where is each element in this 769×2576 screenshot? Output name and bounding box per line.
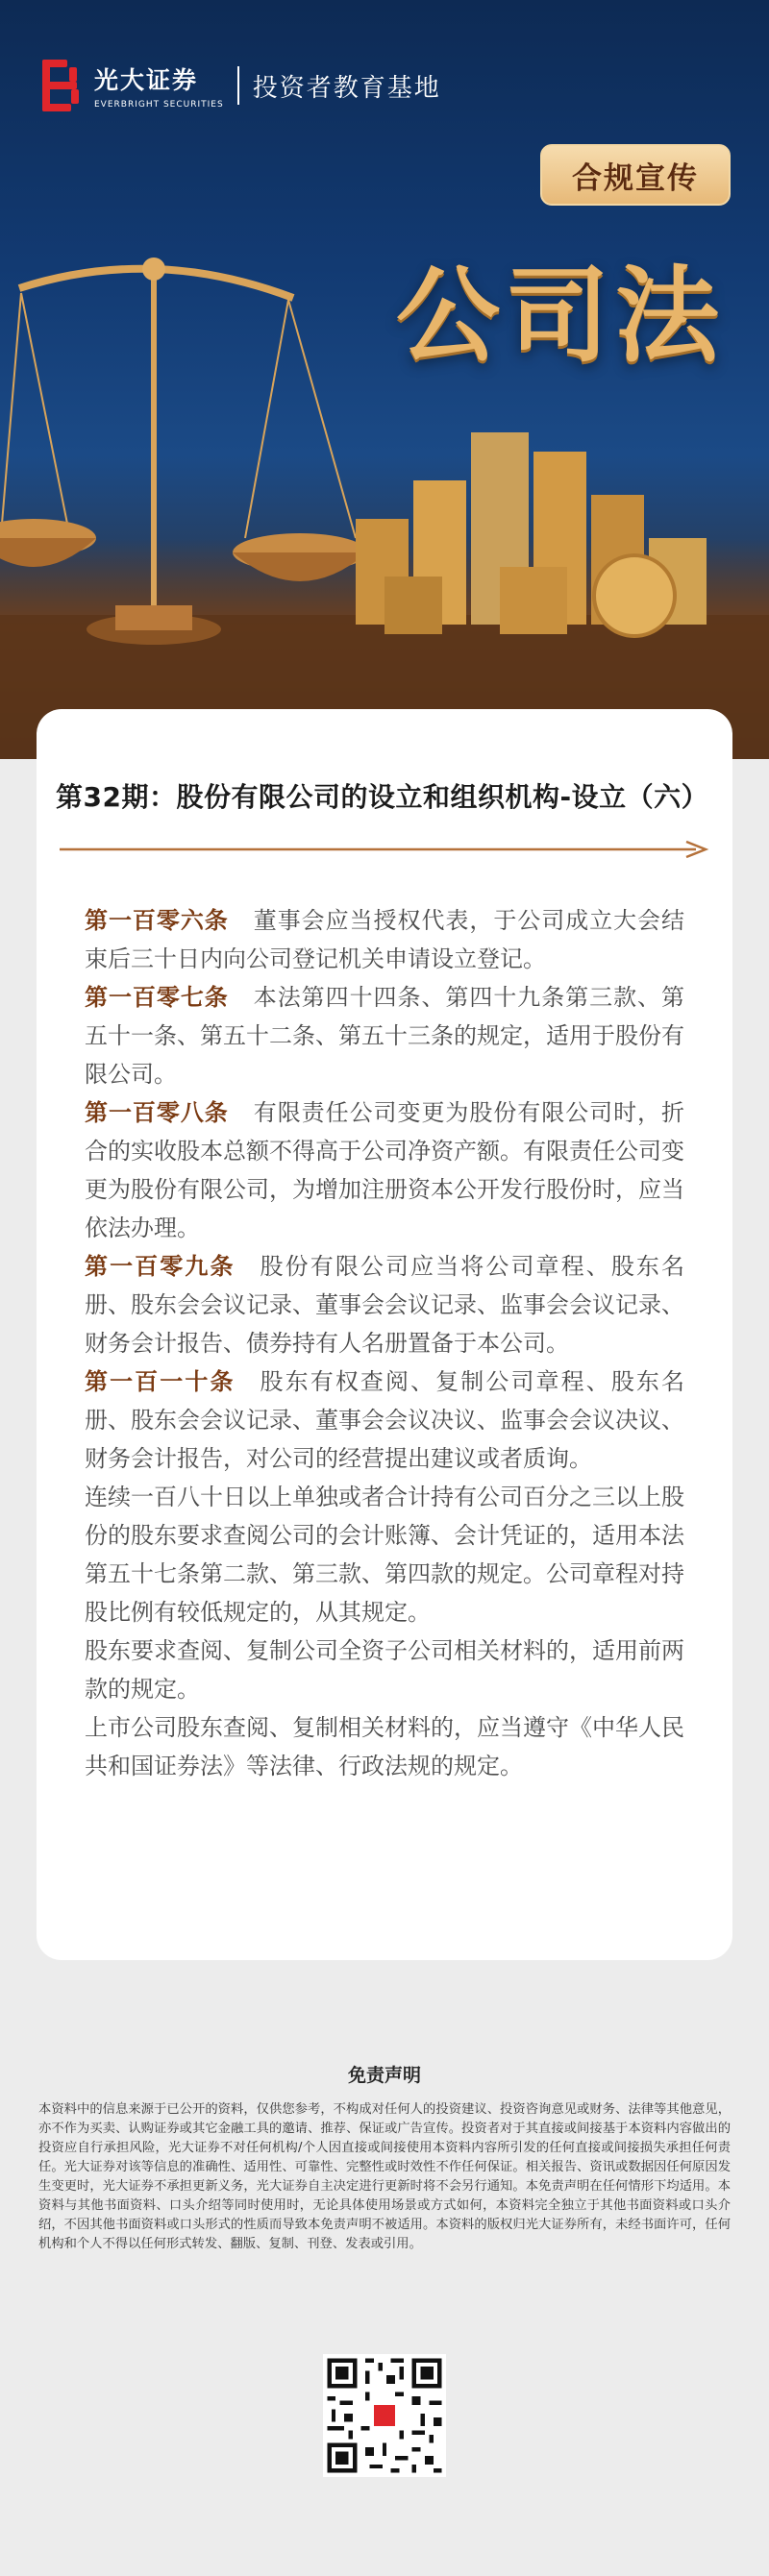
brand-name-en: EVERBRIGHT SECURITIES (94, 100, 224, 110)
article-text: 连续一百八十日以上单独或者合计持有公司百分之三以上股份的股东要求查阅公司的会计账簿、会计凭证的，适用本法第五十七条第二款、第三款、第四款的规定。公司章程对持股比例有较低规定的，从其规定。 (85, 1484, 684, 1626)
article-text: 股份有限公司应当将公司章程、股东名册、股东会会议记录、董事会会议记录、监事会会议记录、财务会计报告、债券持有人名册置备于本公司。 (85, 1253, 685, 1357)
article-text: 董事会应当授权代表，于公司成立大会结束后三十日内向公司登记机关申请设立登记。 (85, 907, 685, 972)
compliance-badge: 合规宣传 (540, 144, 731, 206)
article-number: 第一百零九条 (85, 1253, 236, 1280)
disclaimer-body: 本资料中的信息来源于已公开的资料，仅供您参考，不构成对任何人的投资建议、投资咨询意见或财务、法律等其他意见，亦不作为买卖、认购证券或其它金融工具的邀请、推荐、保证或广告宣传。投资者对于其直接或间接基于本资料内容做出的投资应自行承担风险，光大证券不对任何机构/个人因直接或间接使用本资料内容所引发的任何直接或间接损失承担任何责任。光大证券对该等信息的准确性、适用性、可靠性、完整性或时效性不作任何保证。相关报告、资讯或数据因任何原因发生变更时，光大证券不承担更新义务，光大证券自主决定进行更新时将不会另行通知。本免责声明在任何情形下均适用。本资料与其他书面资料、口头介绍等同时使用时，无论具体使用场景或方式如何，本资料完全独立于其他书面资料或口头介绍，不因其他书面资料或口头形式的性质而导致本免责声明不被适用。本资料的版权归光大证券所有，未经书面许可，任何机构和个人不得以任何形式转发、翻版、复制、刊登、发表或引用。 (38, 2102, 731, 2251)
article-paragraph (85, 1247, 684, 1362)
article-number: 第一百零八条 (85, 1099, 229, 1126)
brand-name-cn: 光大证券 (94, 66, 199, 94)
article-paragraph (85, 1631, 684, 1708)
article-paragraph (85, 1478, 684, 1631)
everbright-logo-icon (42, 60, 81, 111)
hero-banner (0, 0, 769, 759)
article-paragraph (85, 978, 684, 1093)
main-title: 公司法 (396, 256, 726, 377)
disclaimer-section (38, 2061, 731, 2254)
article-text: 本法第四十四条、第四十九条第三款、第五十一条、第五十二条、第五十三条的规定，适用于股份有限公司。 (85, 984, 685, 1088)
article-paragraph (85, 1093, 684, 1247)
article-text: 股东有权查阅、复制公司章程、股东名册、股东会会议记录、董事会会议决议、监事会会议决议、财务会计报告，对公司的经营提出建议或者质询。 (85, 1368, 685, 1472)
arrow-divider-icon (60, 840, 709, 859)
content-card (37, 709, 732, 1960)
article-number: 第一百一十条 (85, 1368, 236, 1395)
article-paragraph (85, 901, 684, 978)
article-number: 第一百零七条 (85, 984, 229, 1011)
article-number: 第一百零六条 (85, 907, 229, 934)
brand-logo (42, 60, 441, 111)
article-paragraph (85, 1362, 684, 1478)
coin-stacks-icon (356, 432, 707, 636)
article-text: 股东要求查阅、复制公司全资子公司相关材料的，适用前两款的规定。 (85, 1637, 684, 1703)
logo-divider (237, 66, 239, 105)
qr-code-icon (323, 2354, 446, 2477)
article-text: 有限责任公司变更为股份有限公司时，折合的实收股本总额不得高于公司净资产额。有限责任公司变更为股份有限公司，为增加注册资本公开发行股份时，应当依法办理。 (85, 1099, 685, 1241)
issue-title: 第32期：股份有限公司的设立和组织机构-设立（六） (56, 781, 709, 813)
brand-subtitle: 投资者教育基地 (252, 73, 441, 103)
article-paragraph (85, 1708, 684, 1785)
article-text: 上市公司股东查阅、复制相关材料的，应当遵守《中华人民共和国证券法》等法律、行政法规的规定。 (85, 1714, 684, 1779)
article-content (85, 901, 684, 1785)
disclaimer-title: 免责声明 (347, 2065, 421, 2086)
